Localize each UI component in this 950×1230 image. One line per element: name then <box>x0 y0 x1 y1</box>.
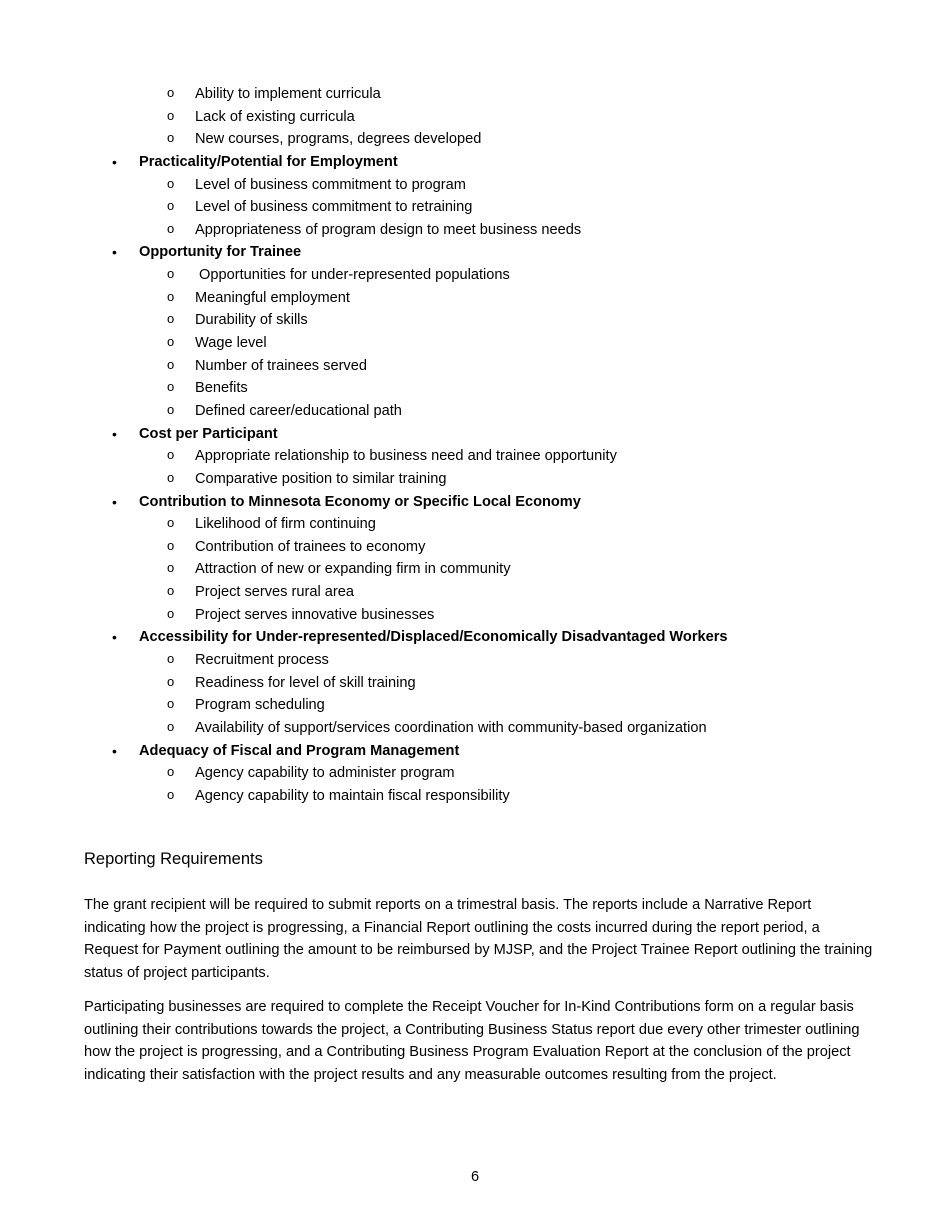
hollow-bullet-icon: o <box>167 469 175 485</box>
filled-bullet-icon: • <box>112 153 117 170</box>
criteria-item: Project serves rural area <box>195 584 354 601</box>
criteria-item: Agency capability to maintain fiscal responsibility <box>195 787 510 804</box>
criteria-heading: Practicality/Potential for Employment <box>139 153 398 170</box>
criteria-item: Comparative position to similar training <box>195 470 447 487</box>
hollow-bullet-icon: o <box>167 718 175 734</box>
list-item <box>0 264 950 287</box>
list-item <box>0 536 950 559</box>
list-item <box>0 106 950 129</box>
criteria-item: Defined career/educational path <box>195 402 402 419</box>
hollow-bullet-icon: o <box>167 515 175 531</box>
criteria-heading: Contribution to Minnesota Economy or Specific Local Economy <box>139 493 581 510</box>
criteria-item: Number of trainees served <box>195 357 367 374</box>
list-item <box>0 468 950 491</box>
list-item <box>0 513 950 536</box>
criteria-item: Likelihood of firm continuing <box>195 516 376 533</box>
hollow-bullet-icon: o <box>167 198 175 214</box>
list-item <box>0 672 950 695</box>
hollow-bullet-icon: o <box>167 107 175 123</box>
hollow-bullet-icon: o <box>167 786 175 802</box>
list-item <box>0 604 950 627</box>
criteria-heading-item <box>0 626 950 649</box>
criteria-item: Readiness for level of skill training <box>195 674 416 691</box>
criteria-item: Wage level <box>195 335 267 352</box>
criteria-heading-item <box>0 151 950 174</box>
hollow-bullet-icon: o <box>167 130 175 146</box>
criteria-heading-item <box>0 491 950 514</box>
criteria-heading-item <box>0 241 950 264</box>
hollow-bullet-icon: o <box>167 673 175 689</box>
hollow-bullet-icon: o <box>167 605 175 621</box>
criteria-heading: Accessibility for Under-represented/Displaced/Economically Disadvantaged Workers <box>139 629 728 646</box>
list-item <box>0 196 950 219</box>
list-item <box>0 377 950 400</box>
hollow-bullet-icon: o <box>167 175 175 191</box>
hollow-bullet-icon: o <box>167 696 175 712</box>
criteria-heading-item <box>0 423 950 446</box>
hollow-bullet-icon: o <box>167 537 175 553</box>
criteria-item: Lack of existing curricula <box>195 108 355 125</box>
hollow-bullet-icon: o <box>167 379 175 395</box>
hollow-bullet-icon: o <box>167 651 175 667</box>
list-item <box>0 694 950 717</box>
list-item <box>0 174 950 197</box>
list-item <box>0 400 950 423</box>
hollow-bullet-icon: o <box>167 220 175 236</box>
criteria-heading-item <box>0 740 950 763</box>
criteria-item: Meaningful employment <box>195 289 350 306</box>
criteria-item: New courses, programs, degrees developed <box>195 131 482 148</box>
hollow-bullet-icon: o <box>167 85 175 100</box>
list-item <box>0 219 950 242</box>
criteria-item: Program scheduling <box>195 697 325 714</box>
list-item <box>0 581 950 604</box>
filled-bullet-icon: • <box>112 629 117 646</box>
hollow-bullet-icon: o <box>167 764 175 780</box>
hollow-bullet-icon: o <box>167 356 175 372</box>
list-item <box>0 445 950 468</box>
criteria-list <box>0 83 950 808</box>
hollow-bullet-icon: o <box>167 560 175 576</box>
criteria-item: Benefits <box>195 380 248 397</box>
hollow-bullet-icon: o <box>167 311 175 327</box>
criteria-item: Durability of skills <box>195 312 308 329</box>
criteria-heading: Adequacy of Fiscal and Program Management <box>139 742 460 759</box>
body-paragraph: The grant recipient will be required to submit reports on a trimestral basis. The reports include a Narrative Report indicating how the project is progressing, a Financial Report outlining the costs incurred during the report period, a Request for Payment outlining the amount to be reimbursed by MJSP, and the Project Trainee Report outlining the training status of project participants. <box>84 897 873 981</box>
filled-bullet-icon: • <box>112 244 117 261</box>
page-number: 6 <box>470 1169 480 1185</box>
hollow-bullet-icon: o <box>167 266 175 282</box>
section-heading: Reporting Requirements <box>84 850 263 868</box>
criteria-item: Ability to implement curricula <box>195 86 381 102</box>
criteria-item: Appropriate relationship to business need and trainee opportunity <box>195 448 617 465</box>
list-item <box>0 762 950 785</box>
criteria-heading: Opportunity for Trainee <box>139 244 302 261</box>
criteria-item: Recruitment process <box>195 652 329 669</box>
list-item <box>0 287 950 310</box>
body-paragraph: Participating businesses are required to complete the Receipt Voucher for In-Kind Contributions form on a regular basis outlining their contributions towards the project, a Contributing Business Status report due every other trimester outlining how the project is progressing, and a Contributing Business Program Evaluation Report at the conclusion of the project indicating their satisfaction with the project results and any measurable outcomes resulting from the project. <box>84 999 860 1083</box>
list-item <box>0 785 950 808</box>
criteria-item: Opportunities for under-represented populations <box>195 267 510 284</box>
hollow-bullet-icon: o <box>167 401 175 417</box>
hollow-bullet-icon: o <box>167 447 175 463</box>
criteria-item: Availability of support/services coordination with community-based organization <box>195 719 707 736</box>
list-item <box>0 309 950 332</box>
hollow-bullet-icon: o <box>167 288 175 304</box>
list-item <box>0 128 950 151</box>
criteria-item: Project serves innovative businesses <box>195 606 435 623</box>
list-item <box>0 83 950 106</box>
list-item <box>0 717 950 740</box>
list-item <box>0 558 950 581</box>
criteria-heading: Cost per Participant <box>139 425 278 442</box>
criteria-item: Attraction of new or expanding firm in community <box>195 561 511 578</box>
criteria-item: Appropriateness of program design to meet business needs <box>195 221 582 238</box>
criteria-item: Level of business commitment to program <box>195 176 466 193</box>
filled-bullet-icon: • <box>112 425 117 442</box>
hollow-bullet-icon: o <box>167 334 175 350</box>
hollow-bullet-icon: o <box>167 583 175 599</box>
criteria-item: Level of business commitment to retraining <box>195 199 473 216</box>
criteria-item: Agency capability to administer program <box>195 765 455 782</box>
list-item <box>0 332 950 355</box>
filled-bullet-icon: • <box>112 493 117 510</box>
list-item <box>0 649 950 672</box>
criteria-item: Contribution of trainees to economy <box>195 538 426 555</box>
filled-bullet-icon: • <box>112 742 117 759</box>
list-item <box>0 355 950 378</box>
